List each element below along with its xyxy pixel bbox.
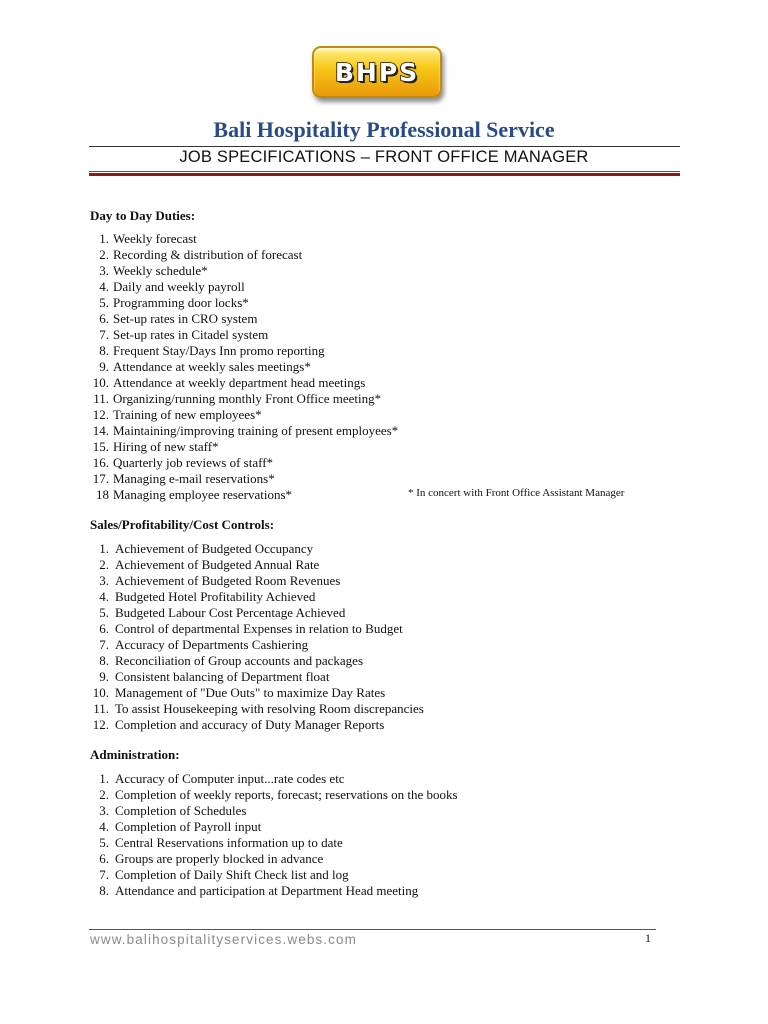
list-item	[90, 685, 424, 701]
list-item	[90, 605, 424, 621]
title-rule-thin	[89, 171, 680, 172]
item-text: Set-up rates in Citadel system	[113, 327, 269, 342]
day-to-day-duties-list	[90, 231, 398, 503]
item-text: Managing e-mail reservations*	[113, 471, 275, 486]
item-text: Attendance at weekly sales meetings*	[113, 359, 311, 374]
list-item	[90, 471, 398, 487]
item-text: Control of departmental Expenses in relation to Budget	[115, 621, 403, 636]
list-item	[90, 803, 458, 819]
list-item	[90, 589, 424, 605]
item-text: Accuracy of Computer input...rate codes etc	[115, 771, 345, 786]
list-item	[90, 343, 398, 359]
item-number: 9.	[99, 359, 109, 374]
item-text: Recording & distribution of forecast	[113, 247, 303, 262]
list-item	[90, 883, 458, 899]
list-item	[90, 279, 398, 295]
item-number: 12.	[92, 717, 109, 732]
list-item	[90, 311, 398, 327]
item-text: Training of new employees*	[113, 407, 262, 422]
list-item	[90, 835, 458, 851]
item-text: Achievement of Budgeted Room Revenues	[115, 573, 341, 588]
item-text: Budgeted Hotel Profitability Achieved	[115, 589, 316, 604]
item-number: 5.	[99, 605, 109, 620]
item-text: Frequent Stay/Days Inn promo reporting	[113, 343, 325, 358]
item-number: 3.	[99, 803, 109, 818]
item-text: To assist Housekeeping with resolving Room discrepancies	[115, 701, 424, 716]
list-item	[90, 573, 424, 589]
list-item	[90, 669, 424, 685]
list-item	[90, 423, 398, 439]
list-item	[90, 851, 458, 867]
item-text: Hiring of new staff*	[113, 439, 219, 454]
item-number: 18	[96, 487, 109, 502]
list-item	[90, 247, 398, 263]
footnote-assistant-manager: * In concert with Front Office Assistant Manager	[408, 487, 625, 499]
item-text: Reconciliation of Group accounts and packages	[115, 653, 363, 668]
administration-list	[90, 771, 458, 899]
item-number: 4.	[99, 279, 109, 294]
item-number: 7.	[99, 637, 109, 652]
page-number: 1	[645, 931, 651, 945]
footer-rule	[89, 929, 656, 930]
item-text: Attendance at weekly department head meetings	[113, 375, 366, 390]
item-number: 17.	[92, 471, 109, 486]
item-text: Completion and accuracy of Duty Manager Reports	[115, 717, 385, 732]
item-text: Daily and weekly payroll	[113, 279, 245, 294]
item-number: 8.	[99, 343, 109, 358]
item-text: Groups are properly blocked in advance	[115, 851, 324, 866]
item-number: 4.	[99, 589, 109, 604]
item-number: 15.	[92, 439, 109, 454]
organization-name: Bali Hospitality Professional Service	[213, 117, 555, 142]
item-number: 7.	[99, 867, 109, 882]
list-item	[90, 263, 398, 279]
item-text: Organizing/running monthly Front Office meeting*	[113, 391, 382, 406]
list-item	[90, 867, 458, 883]
list-item	[90, 455, 398, 471]
item-number: 1.	[99, 771, 109, 786]
list-item	[90, 407, 398, 423]
list-item	[90, 391, 398, 407]
item-number: 11.	[93, 701, 109, 716]
item-text: Accuracy of Departments Cashiering	[115, 637, 309, 652]
list-item	[90, 541, 424, 557]
item-number: 10.	[92, 375, 109, 390]
item-number: 6.	[99, 851, 109, 866]
item-number: 1.	[99, 231, 109, 246]
item-number: 16.	[92, 455, 109, 470]
list-item	[90, 327, 398, 343]
item-number: 2.	[99, 787, 109, 802]
sales-cost-controls-list	[90, 541, 424, 733]
item-number: 10.	[92, 685, 109, 700]
item-text: Maintaining/improving training of present employees*	[113, 423, 399, 438]
list-item	[90, 439, 398, 455]
item-number: 2.	[99, 557, 109, 572]
item-text: Set-up rates in CRO system	[113, 311, 258, 326]
list-item	[90, 231, 398, 247]
item-text: Managing employee reservations*	[113, 487, 293, 502]
list-item	[90, 717, 424, 733]
item-number: 9.	[99, 669, 109, 684]
item-text: Consistent balancing of Department float	[115, 669, 330, 684]
item-text: Management of "Due Outs" to maximize Day Rates	[115, 685, 386, 700]
item-text: Attendance and participation at Department Head meeting	[115, 883, 419, 898]
item-text: Completion of weekly reports, forecast; reservations on the books	[115, 787, 458, 802]
list-item	[90, 487, 398, 503]
item-number: 2.	[99, 247, 109, 262]
list-item	[90, 771, 458, 787]
item-text: Achievement of Budgeted Annual Rate	[115, 557, 320, 572]
item-text: Central Reservations information up to date	[115, 835, 343, 850]
item-text: Completion of Payroll input	[115, 819, 262, 834]
list-item	[90, 359, 398, 375]
list-item	[90, 701, 424, 717]
item-number: 4.	[99, 819, 109, 834]
item-text: Completion of Daily Shift Check list and log	[115, 867, 349, 882]
item-text: Weekly forecast	[113, 231, 197, 246]
list-item	[90, 295, 398, 311]
item-text: Quarterly job reviews of staff*	[113, 455, 274, 470]
list-item	[90, 621, 424, 637]
item-text: Completion of Schedules	[115, 803, 247, 818]
item-number: 11.	[93, 391, 109, 406]
list-item	[90, 653, 424, 669]
item-number: 8.	[99, 653, 109, 668]
logo-text: BHPS	[334, 57, 420, 87]
item-number: 6.	[99, 311, 109, 326]
list-item	[90, 557, 424, 573]
list-item	[90, 819, 458, 835]
item-number: 8.	[99, 883, 109, 898]
bhps-logo	[312, 46, 442, 98]
footer-website-url: www.balihospitalityservices.webs.com	[90, 932, 357, 947]
document-title: JOB SPECIFICATIONS – FRONT OFFICE MANAGER	[179, 148, 589, 166]
item-text: Achievement of Budgeted Occupancy	[115, 541, 314, 556]
item-number: 3.	[99, 263, 109, 278]
section-heading-day-to-day: Day to Day Duties:	[90, 208, 196, 223]
item-number: 7.	[99, 327, 109, 342]
item-text: Programming door locks*	[113, 295, 249, 310]
header-rule	[89, 146, 680, 147]
list-item	[90, 375, 398, 391]
item-text: Weekly schedule*	[113, 263, 208, 278]
item-number: 1.	[99, 541, 109, 556]
list-item	[90, 787, 458, 803]
list-item	[90, 637, 424, 653]
item-text: Budgeted Labour Cost Percentage Achieved	[115, 605, 346, 620]
item-number: 5.	[99, 835, 109, 850]
section-heading-administration: Administration:	[90, 747, 180, 762]
section-heading-sales-cost-controls: Sales/Profitability/Cost Controls:	[90, 517, 275, 532]
item-number: 5.	[99, 295, 109, 310]
item-number: 3.	[99, 573, 109, 588]
title-rule-thick	[89, 173, 680, 176]
item-number: 14.	[92, 423, 109, 438]
item-number: 12.	[92, 407, 109, 422]
item-number: 6.	[99, 621, 109, 636]
